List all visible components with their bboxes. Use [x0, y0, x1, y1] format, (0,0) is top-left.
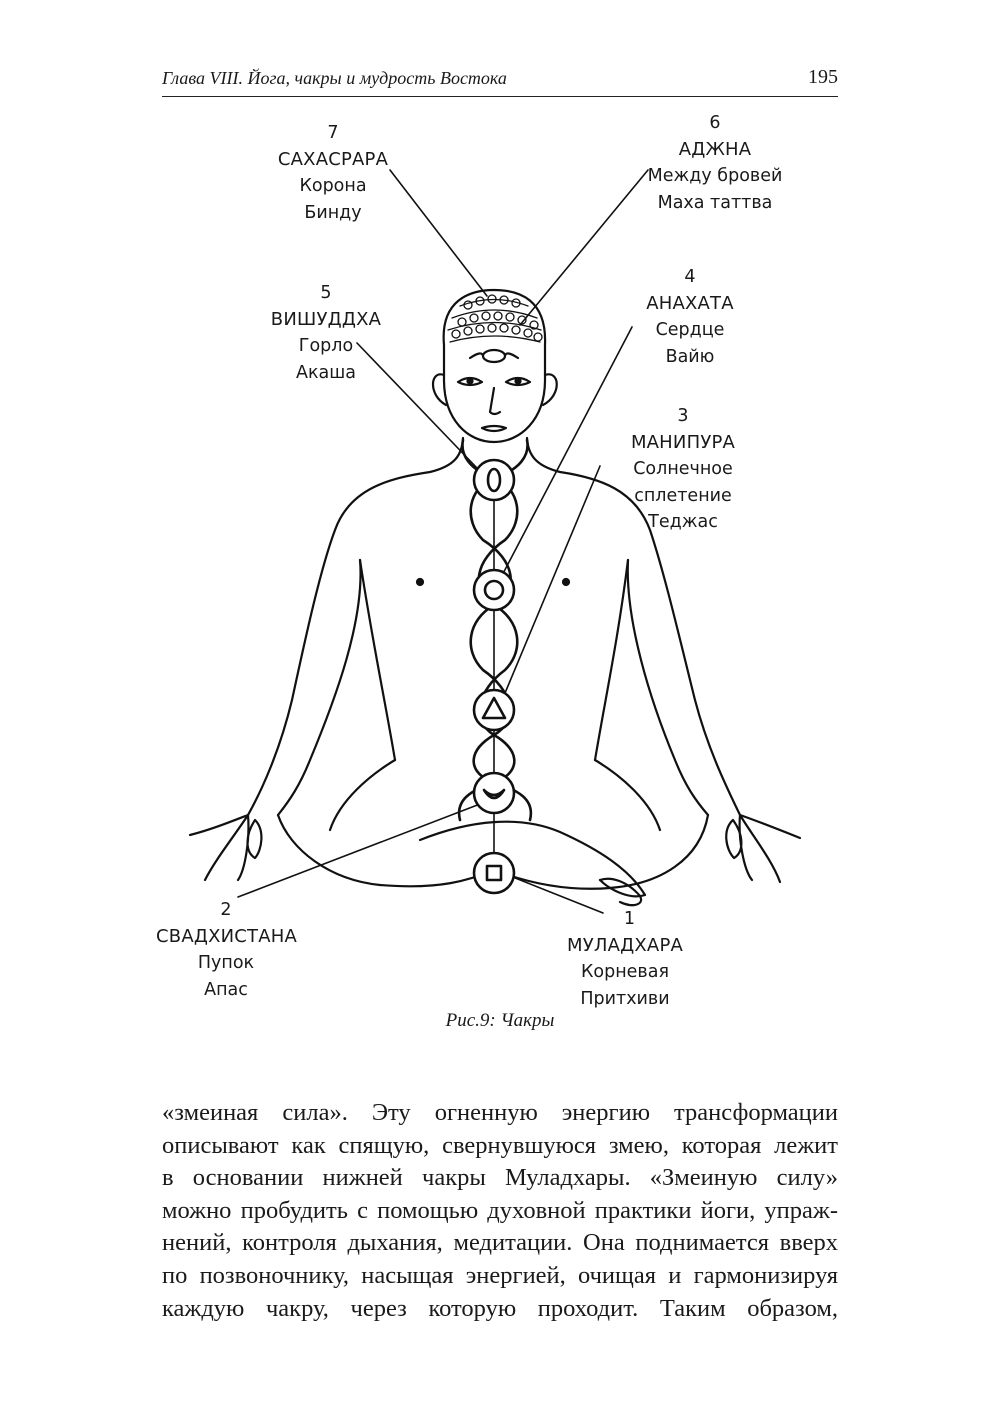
chakra-element: Теджас	[648, 512, 718, 532]
ajna-symbol	[483, 350, 505, 362]
chakra-element: Вайю	[665, 346, 715, 367]
chakra-name: САХАСРАРА	[277, 148, 389, 170]
chakra-element: Апас	[204, 979, 248, 1000]
label-muladhara	[555, 906, 695, 1012]
chakra-number: 4	[684, 267, 696, 287]
chakra-number: 5	[320, 283, 332, 303]
chakra-location: Пупок	[197, 953, 255, 973]
nose	[490, 388, 500, 414]
left-inner-arm	[278, 560, 361, 815]
chakra-number: 3	[677, 406, 689, 426]
text-line: нений, контроля дыхания, медитации. Она поднимается вверх	[162, 1229, 838, 1257]
label-manipura	[613, 403, 753, 536]
hair-texture	[448, 295, 542, 342]
chakra-location: Солнечное	[633, 459, 733, 479]
text-line: можно пробудить с помощью духовной практики йоги, упраж-	[162, 1196, 838, 1224]
left-nipple	[417, 579, 423, 585]
chakra-location: Корневая	[580, 962, 669, 982]
right-pupil	[516, 379, 521, 384]
chakra-element: Маха таттва	[657, 192, 773, 213]
figure-caption: Рис.9: Чакры	[445, 1010, 555, 1031]
left-hand	[190, 815, 261, 880]
svadhisthana-symbol	[474, 773, 514, 813]
pointer-line-svadhisthana	[238, 804, 480, 897]
chakra-number: 1	[623, 909, 635, 929]
text-line: каждую чакру, через которую проходит. Таким образом,	[162, 1294, 838, 1322]
left-pupil	[468, 379, 473, 384]
manipura-symbol	[474, 690, 514, 730]
chakra-name: ВИШУДДХА	[270, 308, 382, 330]
chakra-name: СВАДХИСТАНА	[156, 925, 298, 947]
text-line: в основании нижней чакры Муладхары. «Змеиную силу»	[162, 1164, 838, 1192]
chakra-name: АНАХАТА	[646, 292, 734, 314]
chapter-title: Глава VIII. Йога, чакры и мудрость Востока	[162, 68, 507, 88]
chakra-element: Бинду	[304, 202, 362, 223]
pointer-line-sahasrara	[390, 170, 487, 296]
label-svadhisthana	[156, 897, 296, 1003]
chakra-location: Сердце	[655, 320, 725, 340]
chakra-location: Горло	[298, 336, 354, 356]
chakra-name: МУЛАДХАРА	[566, 934, 684, 956]
page-number: 195	[808, 66, 838, 88]
label-vishuddha	[256, 280, 396, 386]
label-sahasrara	[263, 120, 403, 226]
vishuddha-symbol	[474, 460, 514, 500]
right-hand	[726, 815, 800, 882]
chakra-name: МАНИПУРА	[630, 431, 736, 453]
chakra-number: 7	[327, 123, 339, 143]
right-inner-arm	[628, 560, 708, 815]
chakra-location: Корона	[299, 176, 367, 196]
ajna-petals	[470, 353, 518, 358]
waist-left	[360, 560, 395, 760]
label-ajna	[625, 110, 805, 216]
muladhara-symbol	[474, 853, 514, 893]
chakra-location: Между бровей	[647, 166, 783, 186]
chakra-number: 6	[709, 113, 721, 133]
text-line: «змеиная сила». Эту огненную энергию трансформации	[162, 1099, 838, 1126]
body-paragraph	[162, 1097, 838, 1325]
text-line: описывают как спящую, свернувшуюся змею, которая лежит	[162, 1131, 838, 1159]
mouth	[482, 426, 506, 431]
waist-right	[595, 560, 628, 760]
text-line: по позвоночнику, насыщая энергией, очищая и гармонизируя	[162, 1261, 838, 1289]
label-anahata	[620, 264, 760, 370]
pointer-line-anahata	[497, 327, 632, 585]
anahata-symbol	[474, 570, 514, 610]
chakra-element: Притхиви	[580, 988, 670, 1009]
chakra-name: АДЖНА	[678, 138, 752, 160]
chakra-number: 2	[220, 900, 232, 920]
right-nipple	[563, 579, 569, 585]
chakra-location-2: сплетение	[634, 485, 732, 506]
chakra-element: Акаша	[295, 362, 356, 383]
